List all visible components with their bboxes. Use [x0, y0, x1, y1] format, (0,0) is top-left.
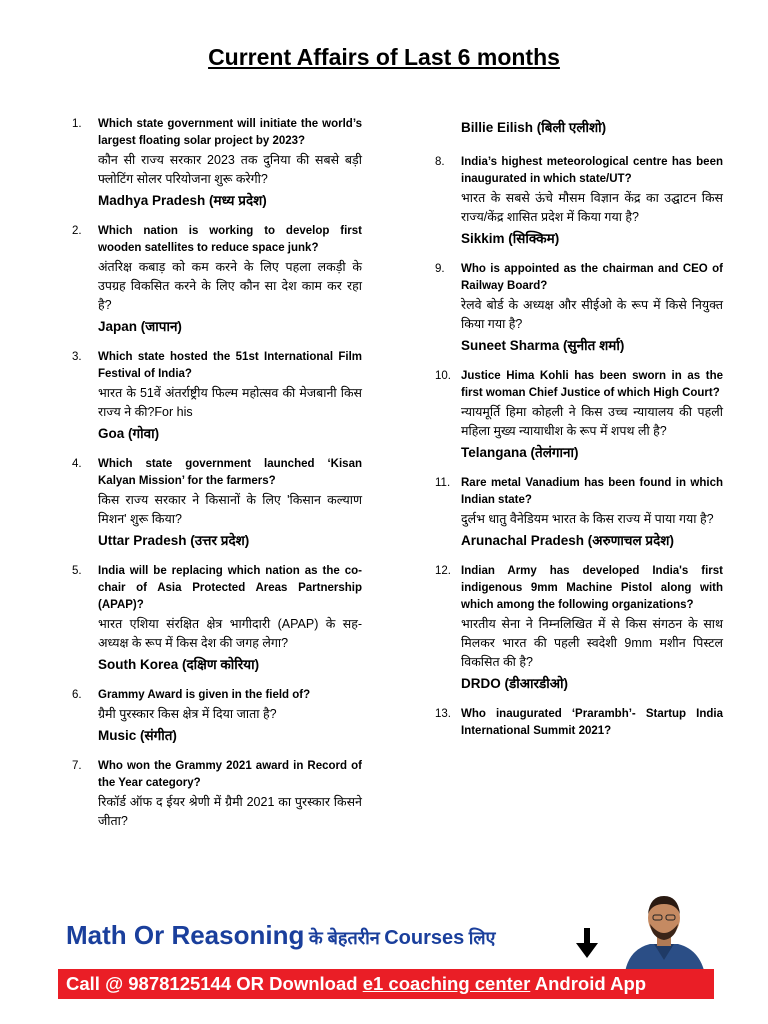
promo-math-reasoning: Math Or Reasoning — [66, 920, 305, 950]
page-title: Current Affairs of Last 6 months — [208, 44, 560, 70]
question-hindi: दुर्लभ धातु वैनेडियम भारत के किस राज्य में पाया गया है? — [461, 512, 714, 526]
question-english: India’s highest meteorological centre has been inaugurated in which state/UT? — [461, 156, 723, 185]
question-hindi: रिकॉर्ड ऑफ द ईयर श्रेणी में ग्रैमी 2021 का पुरस्कार किसने जीता? — [98, 795, 362, 828]
question-3 — [72, 349, 362, 442]
answer: Goa (गोवा) — [98, 426, 160, 441]
question-number: 1. — [72, 118, 82, 130]
question-number: 9. — [435, 263, 445, 275]
question-1 — [72, 116, 362, 209]
answer-continuation: Billie Eilish (बिली एलीशो) — [461, 120, 607, 135]
question-english: India will be replacing which nation as the co-chair of Asia Protected Areas Partnership (APAP)? — [98, 565, 362, 611]
question-hindi: कौन सी राज्य सरकार 2023 तक दुनिया की सबसे बड़ी फ्लोटिंग सोलर परियोजना शुरू करेगी? — [98, 153, 362, 186]
question-11 — [435, 475, 723, 549]
question-hindi: अंतरिक्ष कबाड़ को कम करने के लिए पहला लकड़ी के उपग्रह विकसित करने के लिए कौन सा देश काम कर रहा है? — [98, 260, 362, 312]
question-english: Grammy Award is given in the field of? — [98, 689, 311, 701]
answer: Telangana (तेलंगाना) — [461, 445, 579, 460]
promo-liye: लिए — [468, 928, 496, 948]
answer: Madhya Pradesh (मध्य प्रदेश) — [98, 193, 267, 208]
answer: South Korea (दक्षिण कोरिया) — [98, 657, 260, 672]
question-6 — [72, 687, 362, 744]
question-hindi: न्यायमूर्ति हिमा कोहली ने किस उच्च न्यायालय की पहली महिला मुख्य न्यायाधीश के रूप में शपथ ली है? — [461, 405, 723, 438]
question-8 — [435, 154, 723, 247]
question-english: Which state government will initiate the world’s largest floating solar project by 2023? — [98, 118, 362, 147]
question-5 — [72, 563, 362, 673]
down-arrow-icon — [576, 928, 598, 958]
question-number: 11. — [435, 477, 451, 489]
question-9 — [435, 261, 723, 354]
promo-behtareen: के बेहतरीन — [308, 928, 380, 948]
question-10 — [435, 368, 723, 461]
question-english: Indian Army has developed India's first indigenous 9mm Machine Pistol along with which among the following organizations? — [461, 565, 723, 611]
question-english: Rare metal Vanadium has been found in which Indian state? — [461, 477, 723, 506]
contact-banner — [58, 969, 714, 999]
right-column — [435, 112, 723, 740]
question-number: 12. — [435, 565, 451, 577]
presenter-photo — [620, 884, 708, 980]
question-number: 6. — [72, 689, 82, 701]
banner-app-text: Android App — [530, 973, 647, 994]
answer: Uttar Pradesh (उत्तर प्रदेश) — [98, 533, 250, 548]
question-english: Who won the Grammy 2021 award in Record of the Year category? — [98, 760, 362, 789]
question-12 — [435, 563, 723, 692]
question-number: 2. — [72, 225, 82, 237]
question-hindi: किस राज्य सरकार ने किसानों के लिए 'किसान कल्याण मिशन' शुरू किया? — [98, 493, 362, 526]
coaching-center-link[interactable]: e1 coaching center — [362, 973, 531, 994]
question-number: 3. — [72, 351, 82, 363]
question-english: Justice Hima Kohli has been sworn in as the first woman Chief Justice of which High Court? — [461, 370, 723, 399]
question-number: 5. — [72, 565, 82, 577]
question-english: Who is appointed as the chairman and CEO of Railway Board? — [461, 263, 723, 292]
question-number: 8. — [435, 156, 445, 168]
question-number: 10. — [435, 370, 451, 382]
question-7 — [72, 758, 362, 831]
question-hindi: रेलवे बोर्ड के अध्यक्ष और सीईओ के रूप में किसे नियुक्त किया गया है? — [461, 298, 723, 331]
question-number: 7. — [72, 760, 82, 772]
answer: Suneet Sharma (सुनीत शर्मा) — [461, 338, 625, 353]
question-hindi: भारतीय सेना ने निम्नलिखित में से किस संगठन के साथ मिलकर भारत की पहली स्वदेशी 9mm मशीन पिस्टल विकसित की है? — [461, 617, 723, 669]
answer: DRDO (डीआरडीओ) — [461, 676, 569, 691]
question-2 — [72, 223, 362, 335]
question-4 — [72, 456, 362, 549]
answer: Music (संगीत) — [98, 728, 177, 743]
promo-heading — [66, 920, 496, 951]
question-hindi: भारत के सबसे ऊंचे मौसम विज्ञान केंद्र का उद्घाटन किस राज्य/केंद्र शासित प्रदेश में किया गया है? — [461, 191, 723, 224]
question-english: Which nation is working to develop first wooden satellites to reduce space junk? — [98, 225, 362, 254]
question-english: Which state hosted the 51st International Film Festival of India? — [98, 351, 362, 380]
answer: Sikkim (सिक्किम) — [461, 231, 560, 246]
question-number: 4. — [72, 458, 82, 470]
question-number: 13. — [435, 708, 451, 720]
question-hindi: ग्रैमी पुरस्कार किस क्षेत्र में दिया जाता है? — [98, 707, 277, 721]
question-english: Which state government launched ‘Kisan Kalyan Mission’ for the farmers? — [98, 458, 362, 487]
promo-courses: Courses — [384, 927, 465, 949]
question-13 — [435, 706, 723, 740]
left-column — [72, 112, 362, 831]
answer: Arunachal Pradesh (अरुणाचल प्रदेश) — [461, 533, 674, 548]
question-english: Who inaugurated ‘Prarambh’- Startup India International Summit 2021? — [461, 708, 723, 737]
question-hindi: भारत के 51वें अंतर्राष्ट्रीय फिल्म महोत्सव की मेजबानी किस राज्य ने की?For his — [98, 386, 362, 419]
answer: Japan (जापान) — [98, 319, 182, 334]
question-hindi: भारत एशिया संरक्षित क्षेत्र भागीदारी (APAP) के सह-अध्यक्ष के रूप में किस देश की जगह लेगा? — [98, 617, 362, 650]
banner-call-text: Call @ 9878125144 OR Download — [66, 973, 363, 994]
